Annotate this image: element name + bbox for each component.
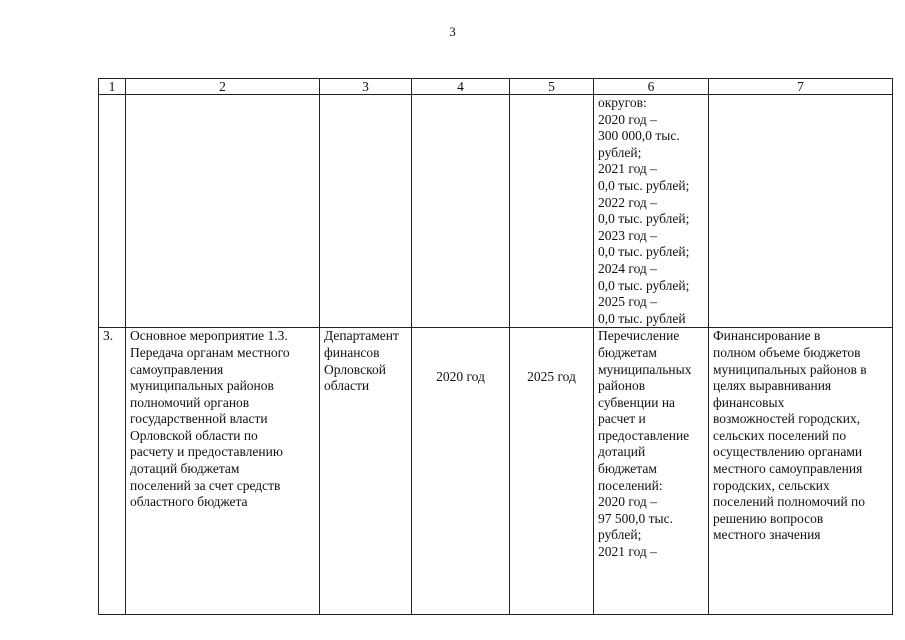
result-line: полном объеме бюджетов [713,344,861,360]
indicator-line: 2020 год – [598,494,657,510]
indicator-line: рублей; [598,527,642,543]
indicator-line: муниципальных [598,361,692,377]
cell-start [412,95,510,328]
result-line: местного самоуправления [713,461,863,477]
executor-line: Департамент [324,328,399,344]
indicator-line: дотаций [598,444,646,460]
table-header-row [99,79,893,95]
indicator-line: районов [598,378,646,394]
page-number: 3 [449,24,456,39]
cell-num: 3. [99,328,126,615]
header-col-1: 1 [99,79,126,95]
indicator-line: субвенции на [598,394,676,410]
indicator-line: 97 500,0 тыс. [598,510,673,526]
indicator-line: рублей; [598,144,642,160]
indicator-line: 0,0 тыс. рублей [598,310,686,326]
cell-result [709,95,893,328]
cell-end-year: 2025 год [510,328,594,615]
indicator-line: 2021 год – [598,161,657,177]
cell-measure [126,328,320,615]
result-line: целях выравнивания [713,378,832,394]
measure-line: расчету и предоставлению [130,444,283,460]
indicator-line: предоставление [598,427,690,443]
executor-line: Орловской [324,361,386,377]
indicator-line: 2024 год – [598,260,657,276]
result-line: Финансирование в [713,328,821,344]
indicator-line: расчет и [598,411,646,427]
table-row-3 [99,328,893,615]
indicator-line: 2020 год – [598,111,657,127]
cell-result [709,328,893,615]
program-measures-table [98,78,893,615]
indicator-line: бюджетам [598,344,657,360]
result-line: решению вопросов [713,510,824,526]
measure-line: Передача органам местного [130,344,290,360]
indicator-line: бюджетам [598,461,657,477]
indicator-line: 2023 год – [598,227,657,243]
executor-line: финансов [324,344,380,360]
cell-measure [126,95,320,328]
header-col-6: 6 [594,79,709,95]
indicator-line: 0,0 тыс. рублей; [598,277,690,293]
indicator-line: 2022 год – [598,194,657,210]
measure-line: самоуправления [130,361,224,377]
header-col-2: 2 [126,79,320,95]
indicator-line: 0,0 тыс. рублей; [598,177,690,193]
indicator-line: округов: [598,95,647,110]
cell-end [510,95,594,328]
indicator-line: 0,0 тыс. рублей; [598,211,690,227]
measure-line: полномочий органов [130,394,250,410]
cell-executor [320,328,412,615]
result-line: городских, сельских [713,477,830,493]
result-line: финансовых [713,394,785,410]
indicator-line: 2025 год – [598,294,657,310]
indicator-line: поселений: [598,477,663,493]
result-line: сельских поселений по [713,427,847,443]
result-line: муниципальных районов в [713,361,867,377]
indicator-line: 300 000,0 тыс. [598,128,680,144]
indicator-line: 0,0 тыс. рублей; [598,244,690,260]
measure-line: областного бюджета [130,494,248,510]
cell-indicator [594,328,709,615]
cell-num [99,95,126,328]
result-line: поселений полномочий по [713,494,866,510]
cell-executor [320,95,412,328]
cell-indicator [594,95,709,328]
indicator-line: 2021 год – [598,544,657,560]
measure-line: государственной власти [130,411,268,427]
result-line: возможностей городских, [713,411,861,427]
measure-line: Основное мероприятие 1.3. [130,328,288,344]
result-line: осуществлению органами [713,444,863,460]
header-col-7: 7 [709,79,893,95]
header-col-5: 5 [510,79,594,95]
table-row-continued [99,95,893,328]
header-col-4: 4 [412,79,510,95]
executor-line: области [324,378,370,394]
measure-line: муниципальных районов [130,378,274,394]
measure-line: Орловской области по [130,427,258,443]
result-line: местного значения [713,527,821,543]
header-col-3: 3 [320,79,412,95]
measure-line: дотаций бюджетам [130,461,240,477]
indicator-line: Перечисление [598,328,680,344]
cell-start-year: 2020 год [412,328,510,615]
measure-line: поселений за счет средств [130,477,281,493]
